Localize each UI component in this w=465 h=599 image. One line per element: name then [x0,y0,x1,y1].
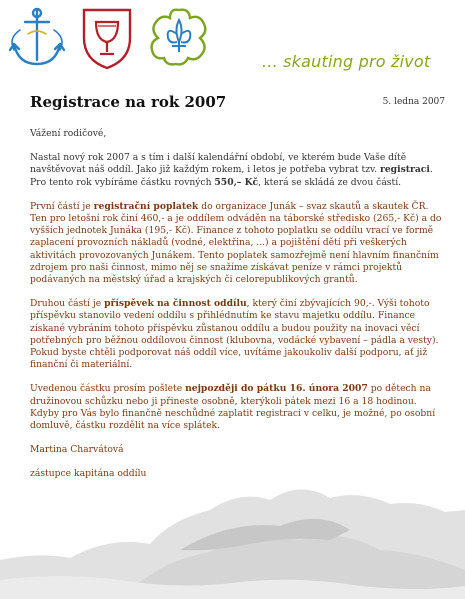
text-run: po dětech na družinovou schůzku nebo ji přineste osobně, kterýkoli pátek mezi 16 a 18 hodinou. Kdyby pro Vás bylo finančně neschůdné zaplatit registraci v celku, je možné, po osobní domluvě, částku rozdělit na více splátek. [30,383,436,432]
text-run: Uvedenou částku prosím pošlete [30,383,186,395]
highlight-deadline: nejpozději do pátku 16. února 2007 [185,383,368,395]
signature-name: Martina Charvátová [30,444,124,456]
greeting: Vážení rodičové, [30,128,107,139]
fleur-de-lis-emblem-icon [146,4,212,70]
text-run: Druhou částí je [30,298,105,310]
text-run: , který činí zbývajících 90,-. Výši tohoto příspěvku stanovilo vedení oddílu s přihlédnutím ke stavu majetku oddílu. Finance získané vybráním tohoto příspěvku zůstanou oddílu a budou použity na inovaci věcí potřebných pro běžnou oddílovou činnost (klubovna, vodácké vybavení – pádla a vesty). Pokud byste chtěli podporovat náš oddíl více, uvítáme jakoukoliv další podporu, ať již finanční či materiální. [30,298,439,371]
signature-role: zástupce kapitána oddílu [30,468,147,480]
rafting-landscape-image [0,440,465,599]
text-run: . Pro tento rok vybíráme částku rovných [30,164,433,188]
tagline: ... skauting pro život [262,52,431,71]
anchor-emblem-icon [6,4,68,72]
letter-body [30,128,448,481]
highlight-amount: 550,– Kč [214,176,259,188]
letter-date: 5. ledna 2007 [382,97,445,107]
paragraph-contribution [30,298,448,371]
text-run: do organizace Junák – svaz skautů a skautek ČR. Ten pro letošní rok činí 460,- a je oddílem odváděn na táborské středisko (265,- Kč) a do vyšších jednotek Junáka (195,- Kč). Finance z tohoto poplatku se oddílu vrací ve formě zaplacení provozních nákladů (vodné, elektřina, ...) a pojištění dětí při veškerých aktivitách provozovaných Junákem. Tento poplatek samozřejmě není hlavním finančním zdrojem pro naši činnost, mimo něj se snažíme získávat peníze v rámci projektů podávaných na městský úřad a krajských či celorepublikových grantů. [30,200,442,286]
paragraph-registration-fee [30,201,448,286]
highlight-contribution: příspěvek na činnost oddílu [104,298,247,310]
highlight-registrace: registraci [380,164,430,176]
text-run: První částí je [30,200,94,212]
paragraph-intro [30,152,448,189]
chalice-emblem-icon [78,4,136,72]
text-run: Nastal nový rok 2007 a s tím i další kalendářní období, ve kterém bude Vaše dítě navštěvovat náš oddíl. Jako již každým rokem, i letos je potřeba vybrat tzv. [30,152,407,176]
highlight-registration-fee: registrační poplatek [93,200,199,212]
paragraph-deadline [30,383,448,432]
letter-title: Registrace na rok 2007 [30,93,227,111]
text-run: , která se skládá ze dvou částí. [258,176,402,188]
paragraphs-details [30,201,448,481]
